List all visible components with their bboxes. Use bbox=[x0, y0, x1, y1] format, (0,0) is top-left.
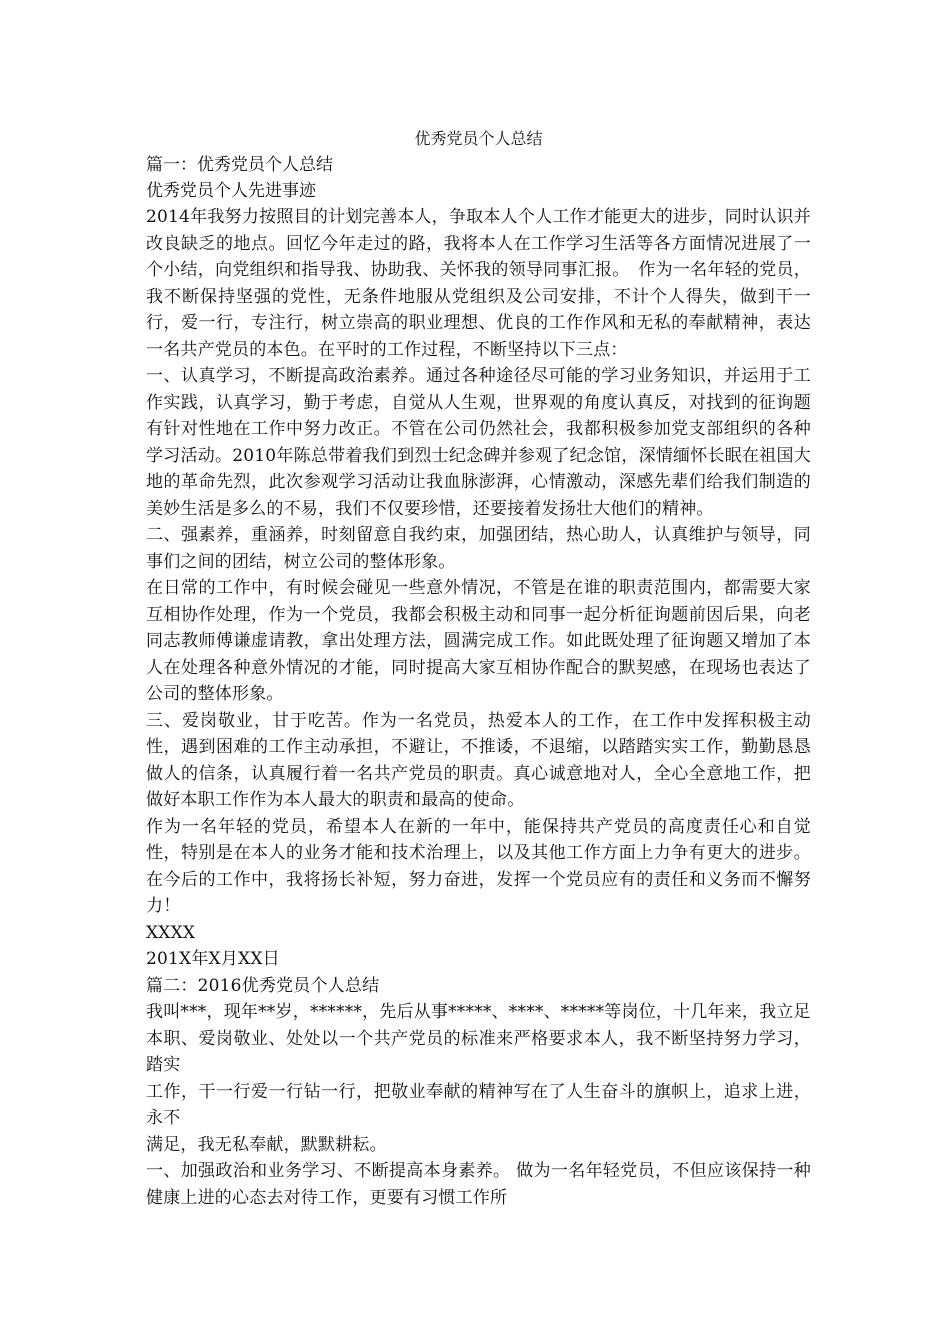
section-heading-1: 篇一：优秀党员个人总结 bbox=[146, 155, 333, 175]
paragraph: 本职、爱岗敬业、处处以一个共产党员的标准来严格要求本人，我不断坚持努力学习，踏实 bbox=[146, 1028, 811, 1075]
section-heading-2: 篇二：2016优秀党员个人总结 bbox=[146, 975, 380, 996]
paragraph: 我叫***，现年**岁，******，先后从事*****、****、*****等岗位，十几年来，我立足 bbox=[146, 1002, 811, 1022]
paragraph: 三、爱岗敬业，甘于吃苦。作为一名党员，热爱本人的工作，在工作中发挥积极主动性，遇到困难的工作主动承担，不避让，不推诿，不退缩，以踏踏实实工作，勤勤恳恳做人的信条，认真履行着一名共产党员的职责。真心诚意地对人，全心全意地工作，把做好本职工作作为本人最大的职责和最高的使命。 bbox=[146, 710, 811, 810]
document-title: 优秀党员个人总结 bbox=[414, 129, 543, 148]
paragraph: 在日常的工作中，有时候会碰见一些意外情况，不管是在谁的职责范围内，都需要大家互相协作处理，作为一个党员，我都会积极主动和同事一起分析征询题前因后果，向老同志教师傅谦虚请教，拿出处理方法，圆满完成工作。如此既处理了征询题又增加了本人在处理各种意外情况的才能，同时提高大家互相协作配合的默契感，在现场也表达了公司的整体形象。 bbox=[146, 578, 811, 704]
document-page bbox=[146, 126, 811, 1211]
paragraph: 2014年我努力按照目的计划完善本人，争取本人个人工作才能更大的进步，同时认识并改良缺乏的地点。回忆今年走过的路，我将本人在工作学习生活等各方面情况进展了一个小结，向党组织和指导我、协助我、关怀我的领导同事汇报。 作为一名年轻的党员，我不断保持坚强的党性，无条件地服从党组织及公司安排，不计个人得失，做到干一行，爱一行，专注行，树立崇高的职业理想、优良的工作作风和无私的奉献精神，表达一名共产党员的本色。在平时的工作过程，不断坚持以下三点： bbox=[146, 207, 811, 360]
paragraph: 二、强素养，重涵养，时刻留意自我约束，加强团结，热心助人，认真维护与领导，同事们之间的团结，树立公司的整体形象。 bbox=[146, 525, 811, 572]
paragraph: 一、认真学习，不断提高政治素养。通过各种途径尽可能的学习业务知识，并运用于工作实践，认真学习，勤于考虑，自觉从人生观，世界观的角度认真反，对找到的征询题有针对性地在工作中努力改正。不管在公司仍然社会，我都积极参加党支部组织的各种学习活动。2010年陈总带着我们到烈士纪念碑并参观了纪念馆，深情缅怀长眠在祖国大地的革命先烈，此次参观学习活动让我血脉澎湃，心情激动，深感先辈们给我们制造的美妙生活是多么的不易，我们不仅要珍惜，还要接着发扬壮大他们的精神。 bbox=[146, 366, 811, 519]
signature-name: XXXX bbox=[146, 922, 196, 943]
paragraph: 作为一名年轻的党员，希望本人在新的一年中，能保持共产党员的高度责任心和自觉性，特别是在本人的业务才能和技术治理上，以及其他工作方面上力争有更大的进步。在今后的工作中，我将扬长补短，努力奋进，发挥一个党员应有的责任和义务而不懈努力！ bbox=[146, 816, 811, 916]
paragraph: 工作，干一行爱一行钻一行，把敬业奉献的精神写在了人生奋斗的旗帜上，追求上进，永不 bbox=[146, 1081, 811, 1128]
paragraph: 满足，我无私奉献，默默耕耘。 bbox=[146, 1134, 387, 1155]
paragraph: 一、加强政治和业务学习、不断提高本身素养。 做为一名年轻党员，不但应该保持一种健康上进的心态去对待工作，更要有习惯工作所 bbox=[146, 1161, 811, 1208]
subheading: 优秀党员个人先进事迹 bbox=[146, 181, 316, 201]
signature-date: 201X年X月XX日 bbox=[146, 949, 280, 969]
